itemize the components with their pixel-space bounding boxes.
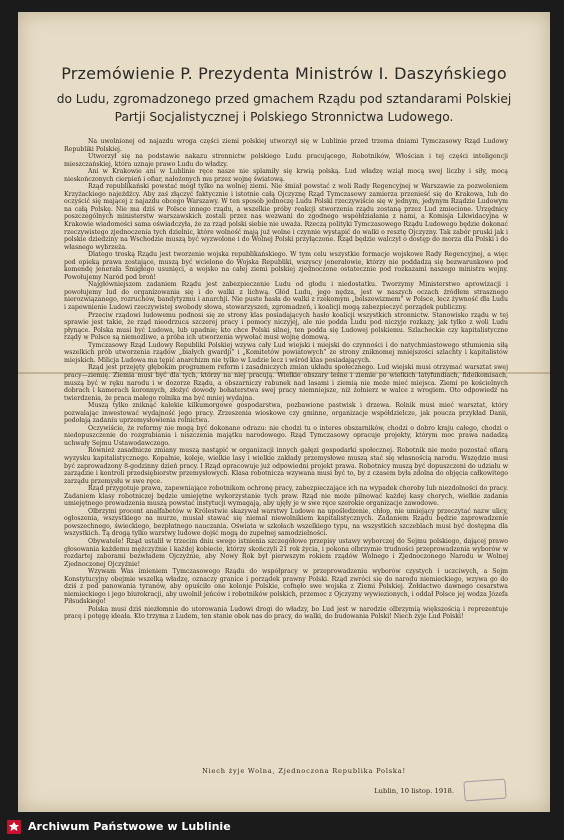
archive-name: Archiwum Państwowe w Lublinie	[28, 820, 231, 833]
paragraph: Przeciw rządowi ludowemu podnosi się ze strony klas posiadających hasło koalicji wszystkich stronnictw. Stanowisko rządu w tej sprawie jest takie, że rząd nieodrzuca szczerej pracy i pomocy niczyjej, ale nie podda Ludu pod niczyje rozkazy, jak tylko z woli Ludu płynące. Polska musi być Ludowa, lub upadnie; kto chce Polski silnej, ten podda się Ludowej polskiemu. Szlacheckie czy kapitalistyczne rządy w Polsce są niemożliwe, a próba ich utworzenia wywołać musi wojnę domową.	[64, 311, 508, 342]
archive-eagle-icon	[6, 819, 22, 835]
paragraph: Tymczasowy Rząd Ludowy Republiki Polskiej wzywa cały Lud wiejski i miejski do czynności i do natychmiastowego stłumienia siłą wszelkich prób utworzenia rządów „białych gwardji” i „Komitetów powiatowych” ze strony zniknomej mniejszości szlachty i kapitalistów miejskich. Milicja Ludowa ma tępić anarchizm nie tylko w Ludzie lecz i wśród klas posiadających.	[64, 341, 508, 364]
document-title: Przemówienie P. Prezydenta Ministrów I. Daszyńskiego	[61, 64, 507, 83]
paragraph: Obywatele! Rząd ustalił w trzecim dniu swego istnienia szczegółowe przepisy ustawy wyborczej do Sejmu polskiego, dającej prawo głosowania każdemu mężczyźnie i każdej kobiecie, którzy skończyli 21 rok życia, i pokona olbrzymie trudności przeprowadzenia wyborów w rozdartej zaborami bezwładem Ojczyźnie, aby Nowy Rok był pierwszym rokiem rządów Wolnego i Zjednoczonego Narodu w Wolnej Zjednoczonej Ojczyźnie!	[64, 537, 508, 568]
paragraph: Dlatego troską Rządu jest tworzenie wojska republikańskiego. W tym celu wszystkie formacje wojskowe Rady Regencyjnej, a więc pod opieką prawa zostające, muszą być wcielone do Wojska Republiki, wszyscy jenerałowie, którzy nie poddadzą się bezwarunkowo pod komendę jenerała Śmigłego usunięci, a wojsko na całej ziemi polskiej zjednoczone ostatecznie pod rozkazami naszego ministra wojny. Powołujemy Naród pod broń!	[64, 251, 508, 281]
paragraph: Oczywiście, że reformy nie mogą być dokonane odrazu: nie chodzi tu o interes obszarników, chodzi o dobro kraju całego, chodzi o niedopuszczenie do rozgrabiania i niszczenia majątku narodowego. Rząd Tymczasowy opracuje projekty, którym moc prawa nadadzą uchwały Sejmu Ustawodawczego.	[64, 424, 508, 447]
paragraph: Również zasadnicze zmiany muszą nastąpić w organizacji innych gałęzi gospodarki społecznej. Robotnik nie może pozostać ofiarą wyzysku kapitalistycznego. Kopalnie, koleje, wielkie lasy i wielkie zakłady przemysłowe muszą stać się własnością narodu. Wszędzie musi być zaprowadzony 8-godzinny dzień pracy. I Rząd opracowuje już odpowiedni projekt prawa. Robotnicy muszą być dopuszczeni do udziału w zarządzie i kontroli przedsiębiorstw przemysłowych. Klasa robotnicza wzywana musi być to, by z czasem była zdolna do objęcia całkowitego zarządu przemysłu w swe ręce.	[64, 447, 508, 485]
document-subtitle: do Ludu, zgromadzonego przed gmachem Rządu pod sztandarami Polskiej Partji Socjalistycznej i Polskiego Stronnictwa Ludowego.	[56, 92, 512, 124]
paragraph: Muszą tylko zniknąć kalekie kilkumorgowe gospodarstwa, pozbawione pastwisk i drzewa. Rolnik musi mieć warsztat, który pozwalając inwestować wydajność jego pracy. Zrzeszenia wioskowe czy gminne, organizacje współdzielcze, jak poucza przykład Danii, podołają zadaniu uprzemysłowienia rolnictwa.	[64, 402, 508, 425]
document-body	[64, 138, 508, 772]
paragraph: Ani w Krakowie ani w Lublinie ręce nasze nie splamiły się krwią polską. Lud władzę wziął mocą swej liczby i siły, mocą nieskończonych cierpień i ofiar, nałożonych mu przez wojnę światową.	[64, 168, 508, 183]
paragraph: Wzywam Was imieniem Tymczasowego Rządu do współpracy w przeprowadzeniu wyborów czystych i uczciwych, a Sejm Konstytucyjny obejmie wszelką władzę, oznaczy granice i porządek prawny Polski. Rząd zwróci się do narodu niemieckiego, wzywa go do dziś z pod panowania tyranów, aby opuściło one kolonje Polskie, cofnęło swe wojska z Ziemi Polskiej. Żołdactwo dawnego cesarstwa niemieckiego i jego biurokracji, aby uwolnił jeńców i robotników polskich, przemoc z Ojczyzny wywiezionych, i oddał Polsce jej wodza Józefa Piłsudskiego!	[64, 568, 508, 606]
document-sheet	[18, 12, 550, 812]
paragraph: Najgłówniejszem zadaniem Rządu jest zabezpieczenie Ludu od głodu i niedostatku. Tworzymy Ministerstwo aprowizacji i powołujemy lud do organizowania się i do walki z lichwą. Głód Ludu, jego nędza, jest w naszych oczach źródłem strasznego nierozwiązanego, rozruchów, bandytyzmu i anarchji. Nie puste hasła do walki z rzekomym „bolszewizmem” w Polsce, lecz żywność dla Ludu i zapewnienie Ludowi rzeczywistej swobody słowa, stowarzyszeń, zgromadzeń, i koalicji mogą zabezpieczyć porządek publiczny.	[64, 281, 508, 312]
closing-slogan: Niech żyje Wolna, Zjednoczona Republika Polska!	[202, 767, 406, 775]
paragraph: Rząd przygotuje prawa, zapewniające robotnikom ochronę pracy, zabezpieczające ich na wypadek choroby lub niezdolności do pracy. Zadaniem klasy robotniczej będzie umiejętne wykorzystanie tych praw. Rząd nie może pilnować każdej kasy chorych, wielkie zadania umiejętnego prowadzenia muszą powstać instytucji wymagają, aby ujęły je w swe ręce szerokie organizacje zawodowe.	[64, 485, 508, 508]
paragraph: Rząd republikański powstać mógł tylko na wolnej ziemi. Nie śmiał powstać z woli Rady Regencyjnej w Warszawie za pozwoleniem Krzyżackiego najeźdźcy. Aby zaś złączyć faktycznie i istotnie całą Ojczyznę Rząd Tymczasowy zamierza przenieść się do Krakowa, lub do oczyścić się mającej z najazdu obcego Warszawy. W ten sposób jednoczę Ludu Polski rzeczywiście się w jednym, jedynym Rządzie Ludowym na całą Polskę. Nie ma dziś w Polsce innego rządu, a wszelkie próby reakcji stworzenia rządu zostaną przez Lud zmiecione. Urzędnicy poszczególnych ministerstw warszawskich zostali przez nas wezwani do zgodnego współdziałania z nami, a Komisja Likwidacyjna w Krakowie wiadomości sama oświadczyła, że za rząd polski siebie nie uważa. Rzeczą polityki Tymczasowego Rządu Ludowego będzie dokonać rzeczywistego zjednoczenia tych dzielnic, które wolność mają już wolne i czynnie wystąpić do walki o resztę Ojczyzny. Tak zabór pruski jak i polskie dziedziny na Wschodzie muszą być wyzwolone i do Wolnej Polski przyłączone. Rząd będzie walczył o dostęp do morza dla Polski i do własnego wybrzeża.	[64, 183, 508, 251]
paragraph: Polska musi dziś niezłomnie do utorowania Ludowi drogi do władzy, bo Lud jest w narodzie olbrzymią większością i reprezentuje pracę i potęgę ideała. Kto trzyma z Ludem, ten stanie obok nas do pracy, do walki, do budowania Polski! Niech żyje Lud Polski!	[64, 605, 508, 621]
paragraph: Na uwolnionej od najazdu wroga części ziemi polskiej utworzył się w Lublinie przed trzema dniami Tymczasowy Rząd Ludowy Republiki Polskiej.	[64, 138, 508, 153]
paragraph: Rząd jest przejęty głębokim programem reform i zasadniczych zmian układu społecznego. Lud wiejski musi otrzymać warsztat swej pracy—ziemię. Ziemia musi być dla tych, którzy na niej pracują. Wielkie obszary leśne i ziemie po wielkich latyfundiach, fideikomisach, muszą być w ręku narodu i w dozorze Rządu, a obszarniczy rabunek nad lasami i ziemią nie może mieć miejsca. Ziemi po kościelnych dobrach i kamerach koronnych, złożyć dowody bohaterstwa swej pracy niemniejsze, niż żołnierz w walce z wrogiem. Oto odpowiedź na twierdzenia, że praca małego rolnika ma być mniej wydajna.	[64, 364, 508, 402]
archive-stamp	[463, 779, 506, 802]
place-date: Lublin, 10 listop. 1918.	[374, 787, 454, 795]
paragraph: Olbrzymi procent analfabetów w Królestwie skazywał warstwy Ludowe na upośledzenie, chłop, nie umiejący przeczytać nazw ulicy, ogłoszenia, wszystkiego na murze, musiał stawać się niemal niewolnikiem kapitalistycznych. Zadaniem Rządu będzie zaprowadzenie powszechnego, świeckiego, bezpłatnego nauczania. Oświata w szkołach wszelkiego typu, na wszystkich szczeblach musi być dostępna dla wszystkich. Tą drogą tylko warstwy ludowe dojść mogą do zupełnej samodzielności.	[64, 507, 508, 538]
paragraph: Utworzył się na podstawie nakazu stronnictw polskiego Ludu pracującego, Robotników, Włościan i tej części inteligencji mieszczańskiej, która uznaje prawo Ludu do władzy.	[64, 153, 508, 168]
